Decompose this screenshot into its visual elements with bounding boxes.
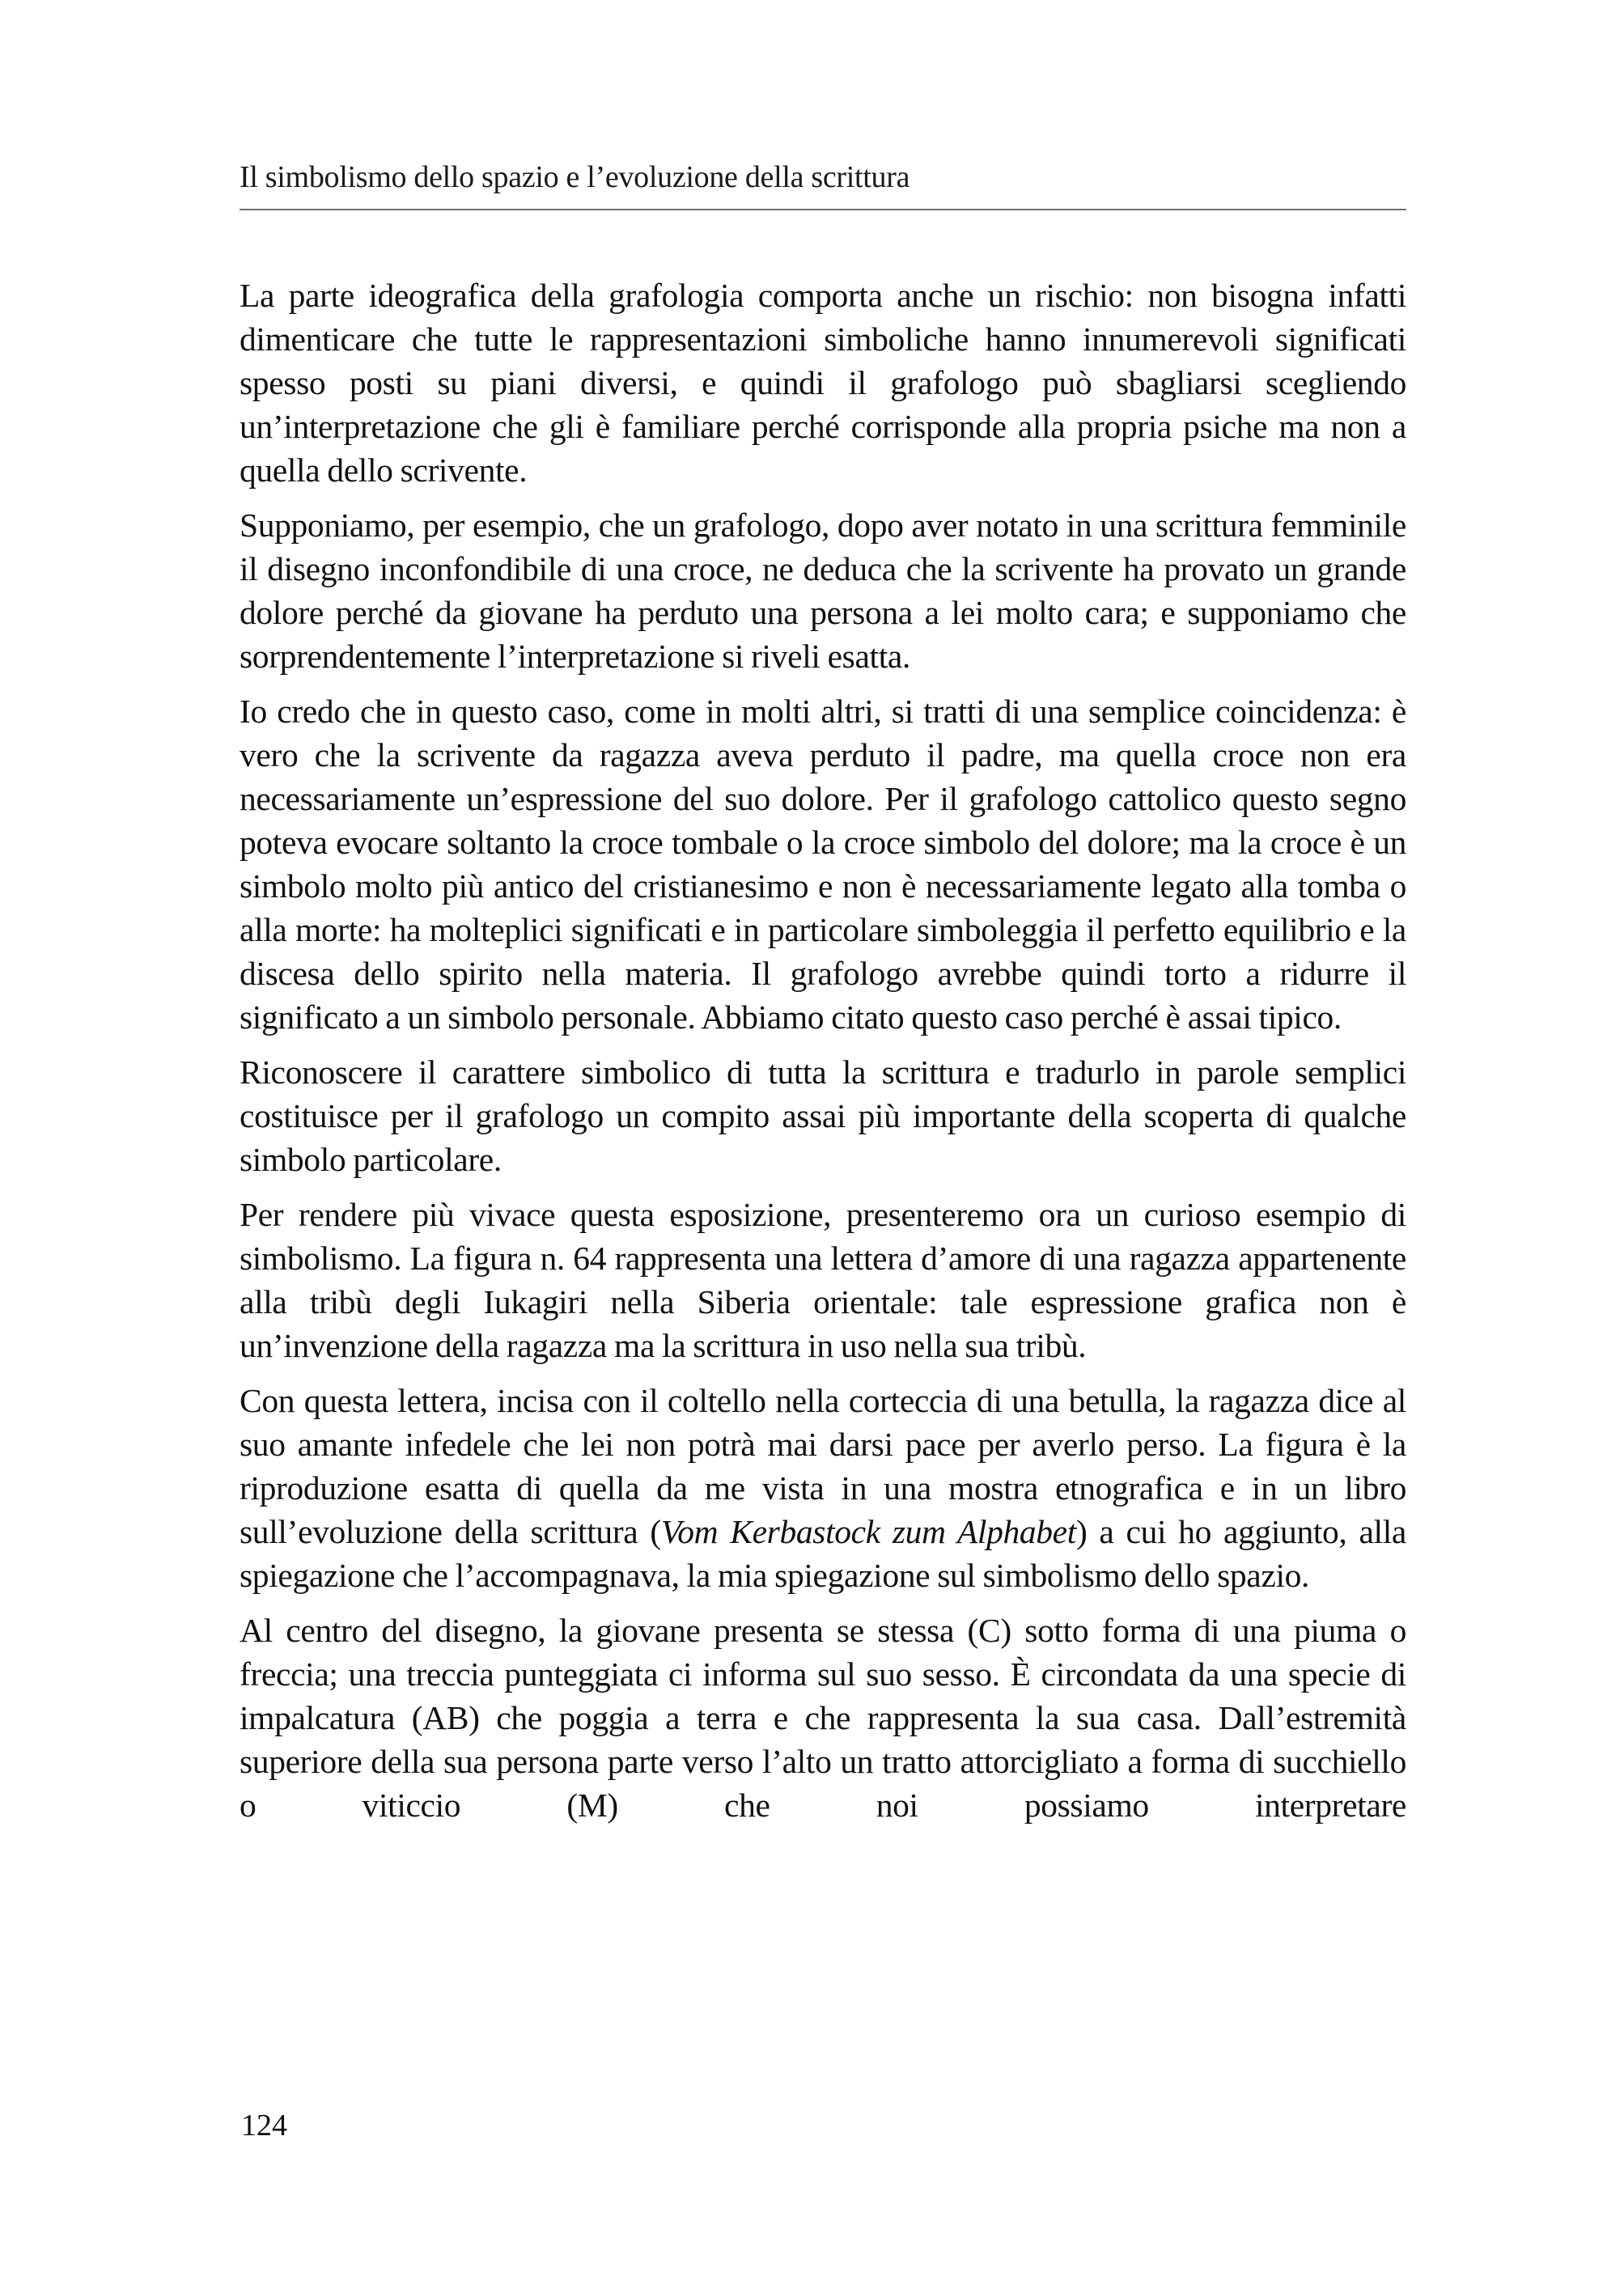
header-divider	[240, 209, 1406, 210]
paragraph-symbolic-character: Riconoscere il carattere simbolico di tutta la scrittura e tradurlo in parole semplici costituisce per il grafologo un compito assai più importante della scoperta di qualche simbolo particolare.	[240, 1053, 1406, 1178]
book-page	[240, 0, 1406, 2293]
book-title-citation: Vom Kerbastock zum Alphabet	[660, 1513, 1076, 1550]
paragraph-text-before-title: Con questa lettera, incisa con il coltello nella corteccia di una betulla, la ragazza dice al suo amante infedele che lei non potrà mai darsi pace per averlo perso. La figura è la riproduzione esatta di quella da me vista in una mostra etnografica e in un libro sull’evoluzione della scrittura (	[240, 1382, 1406, 1550]
paragraph-drawing-description: Al centro del disegno, la giovane presenta se stessa (C) sotto forma di una piuma o freccia; una treccia punteggiata ci informa sul suo sesso. È circondata da una specie di impalcatura (AB) che poggia a terra e che rappresenta la sua casa. Dall’estremità superiore della sua persona parte verso l’alto un tratto attorcigliato a forma di succhiello o viticcio (M) che noi possiamo interpretare	[240, 1612, 1406, 1824]
page-number: 124	[241, 2109, 287, 2143]
paragraph-birch-bark-letter	[240, 1379, 1406, 1597]
paragraph-risk-of-ideographic-interpretation: La parte ideografica della grafologia comporta anche un rischio: non bisogna infatti dimenticare che tutte le rappresentazioni simboliche hanno innumerevoli significati spesso posti su piani diversi, e quindi il grafologo può sbagliarsi scegliendo un’interpretazione che gli è familiare perché corrisponde alla propria psiche ma non a quella dello scrivente.	[240, 277, 1406, 489]
paragraph-coincidence-explanation: Io credo che in questo caso, come in molti altri, si tratti di una semplice coincidenza: è vero che la scrivente da ragazza aveva perduto il padre, ma quella croce non era necessariamente un’espressione del suo dolore. Per il grafologo cattolico questo segno poteva evocare soltanto la croce tombale o la croce simbolo del dolore; ma la croce è un simbolo molto più antico del cristianesimo e non è necessariamente legato alla tomba o alla morte: ha molteplici significati e in particolare simboleggia il perfetto equilibrio e la discesa dello spirito nella materia. Il grafologo avrebbe quindi torto a ridurre il significato a un simbolo personale. Abbiamo citato questo caso perché è assai tipico.	[240, 693, 1406, 1036]
paragraph-figure-64-introduction: Per rendere più vivace questa esposizione, presenteremo ora un curioso esempio di simbolismo. La figura n. 64 rappresenta una lettera d’amore di una ragazza appartenente alla tribù degli Iukagiri nella Siberia orientale: tale espressione grafica non è un’invenzione della ragazza ma la scrittura in uso nella sua tribù.	[240, 1196, 1406, 1364]
paragraph-text-after-title: ) a cui ho aggiunto, alla spiegazione che l’accompagnava, la mia spiegazione sul simbolismo dello spazio.	[240, 1513, 1406, 1594]
body-text	[240, 273, 1406, 1838]
paragraph-cross-example: Supponiamo, per esempio, che un grafologo, dopo aver notato in una scrittura femminile il disegno inconfondibile di una croce, ne deduca che la scrivente ha provato un grande dolore perché da giovane ha perduto una persona a lei molto cara; e supponiamo che sorprendentemente l’interpretazione si riveli esatta.	[240, 506, 1406, 675]
running-head-title: Il simbolismo dello spazio e l’evoluzione della scrittura	[240, 160, 910, 194]
